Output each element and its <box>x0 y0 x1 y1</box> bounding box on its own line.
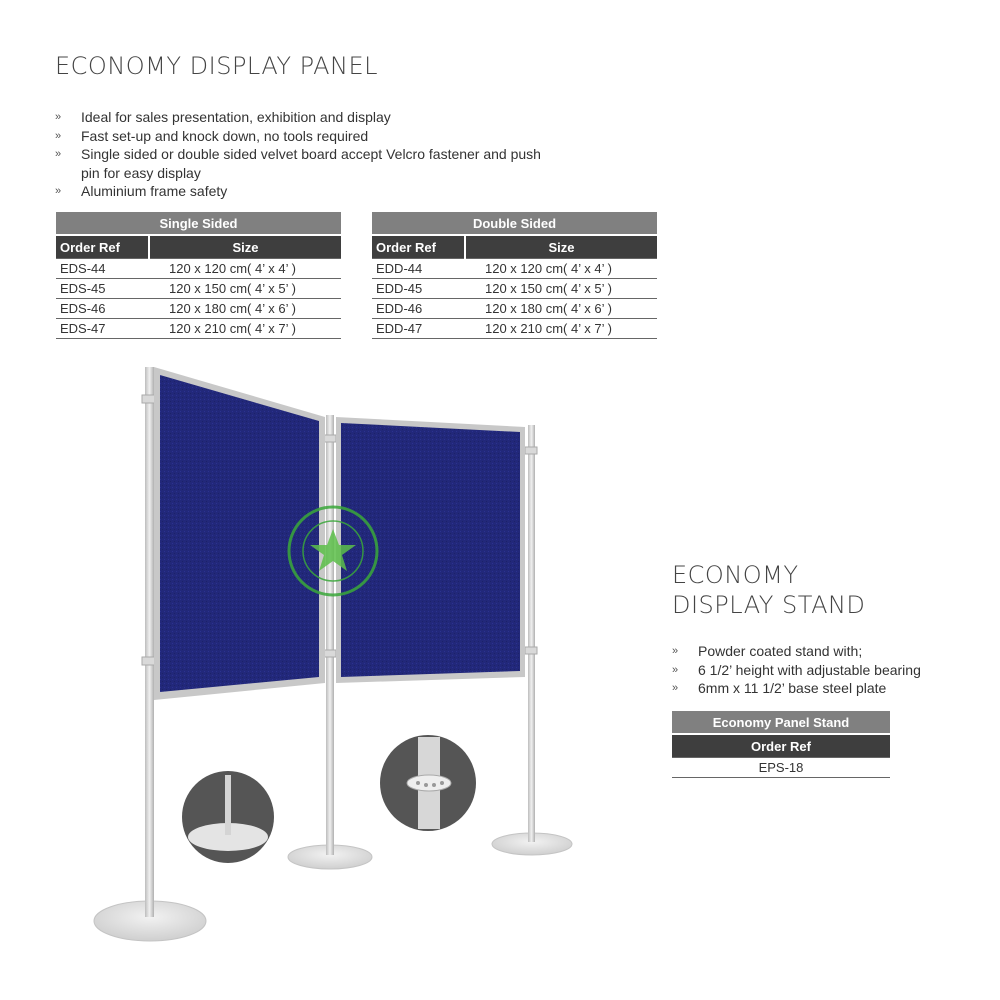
column-header-size: Size <box>465 235 657 259</box>
size-cell: 120 x 210 cm( 4’ x 7’ ) <box>149 319 341 339</box>
stand-feature-list <box>672 642 972 698</box>
size-cell: 120 x 120 cm( 4’ x 4’ ) <box>149 259 341 279</box>
table-row <box>56 319 341 339</box>
single-sided-table <box>56 212 341 339</box>
feature-item: » 6 1/2’ height with adjustable bearing <box>672 661 972 680</box>
order-ref-cell: EDS-47 <box>56 319 149 339</box>
stand-pole <box>528 425 535 842</box>
table-row <box>56 259 341 279</box>
order-ref-cell: EDD-46 <box>372 299 465 319</box>
stand-table <box>672 711 890 778</box>
section-title <box>672 560 865 620</box>
size-cell: 120 x 150 cm( 4’ x 5’ ) <box>465 279 657 299</box>
double-sided-table <box>372 212 657 339</box>
table-row <box>372 259 657 279</box>
table-group-heading: Double Sided <box>372 212 657 235</box>
column-header-size: Size <box>149 235 341 259</box>
feature-item: » Fast set-up and knock down, no tools required <box>55 127 555 146</box>
order-ref-cell: EDS-45 <box>56 279 149 299</box>
product-photo <box>60 355 600 955</box>
feature-item: » Powder coated stand with; <box>672 642 972 661</box>
stand-pole <box>145 367 154 917</box>
size-cell: 120 x 120 cm( 4’ x 4’ ) <box>465 259 657 279</box>
order-ref-cell: EDD-44 <box>372 259 465 279</box>
feature-item: » Single sided or double sided velvet board accept Velcro fastener and push pin for easy display <box>55 145 541 182</box>
order-ref-cell: EDS-44 <box>56 259 149 279</box>
feature-item: » 6mm x 11 1/2’ base steel plate <box>672 679 972 698</box>
column-header-order-ref: Order Ref <box>56 235 149 259</box>
title-line: DISPLAY STAND <box>672 591 866 619</box>
order-ref-cell: EDS-46 <box>56 299 149 319</box>
base-detail-inset <box>182 771 274 863</box>
order-ref-cell: EDD-47 <box>372 319 465 339</box>
order-ref-cell: EPS-18 <box>672 758 890 778</box>
feature-item: » Ideal for sales presentation, exhibition and display <box>55 108 555 127</box>
bearing-detail-inset <box>380 735 476 831</box>
page-title: ECONOMY DISPLAY PANEL <box>55 52 379 80</box>
table-group-heading: Economy Panel Stand <box>672 711 890 734</box>
column-header-order-ref: Order Ref <box>672 734 890 758</box>
size-cell: 120 x 180 cm( 4’ x 6’ ) <box>465 299 657 319</box>
table-row <box>372 319 657 339</box>
title-line: ECONOMY <box>672 561 799 589</box>
stand-pole <box>326 415 334 855</box>
size-cell: 120 x 150 cm( 4’ x 5’ ) <box>149 279 341 299</box>
panel-feature-list <box>55 108 555 201</box>
table-row <box>672 758 890 778</box>
order-ref-cell: EDD-45 <box>372 279 465 299</box>
table-row <box>372 299 657 319</box>
table-row <box>56 299 341 319</box>
column-header-order-ref: Order Ref <box>372 235 465 259</box>
size-cell: 120 x 210 cm( 4’ x 7’ ) <box>465 319 657 339</box>
table-group-heading: Single Sided <box>56 212 341 235</box>
feature-item: » Aluminium frame safety <box>55 182 555 201</box>
table-row <box>372 279 657 299</box>
size-cell: 120 x 180 cm( 4’ x 6’ ) <box>149 299 341 319</box>
table-row <box>56 279 341 299</box>
